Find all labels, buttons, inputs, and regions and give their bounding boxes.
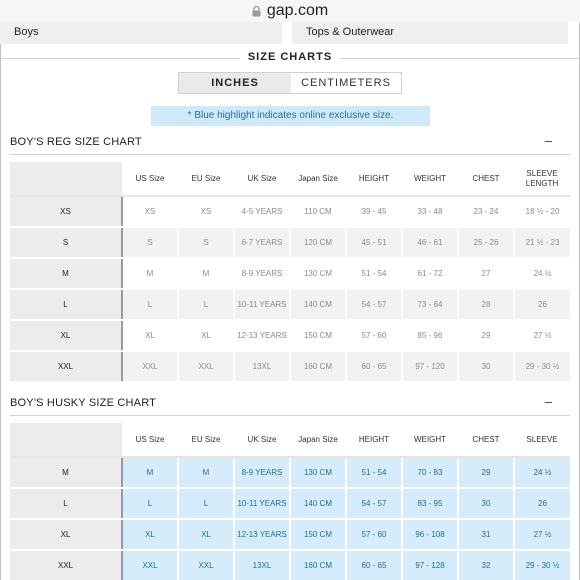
corner-cell xyxy=(10,162,122,196)
size-label: XXL xyxy=(10,550,122,580)
table-cell: 96 - 108 xyxy=(402,519,458,550)
column-header: HEIGHT xyxy=(346,162,402,196)
column-header: CHEST xyxy=(458,423,514,457)
column-header: HEIGHT xyxy=(346,423,402,457)
table-cell: M xyxy=(122,258,178,289)
table-header-row xyxy=(10,162,570,196)
table-cell: M xyxy=(122,457,178,488)
table-cell: XS xyxy=(122,196,178,227)
lock-icon xyxy=(252,6,261,17)
table-cell: 6-7 YEARS xyxy=(234,227,290,258)
column-header: WEIGHT xyxy=(402,423,458,457)
table-cell: XL xyxy=(178,320,234,351)
column-header: Japan Size xyxy=(290,162,346,196)
column-header: UK Size xyxy=(234,423,290,457)
table-cell: 60 - 65 xyxy=(346,351,402,382)
tab-centimeters[interactable]: CENTIMETERS xyxy=(291,73,401,93)
table-cell: 25 - 26 xyxy=(458,227,514,258)
browser-url-bar[interactable] xyxy=(0,0,580,22)
table-cell: 45 - 51 xyxy=(346,227,402,258)
table-cell: 160 CM xyxy=(290,351,346,382)
table-cell: 24 ½ xyxy=(514,457,570,488)
product-type-select[interactable]: Tops & Outerwear xyxy=(292,22,568,44)
table-cell: XXL xyxy=(178,351,234,382)
table-row xyxy=(10,488,570,519)
table-cell: 30 xyxy=(458,351,514,382)
column-header: UK Size xyxy=(234,162,290,196)
table-cell: 60 - 65 xyxy=(346,550,402,580)
table-cell: 57 - 60 xyxy=(346,320,402,351)
column-header: US Size xyxy=(122,423,178,457)
size-label: XXL xyxy=(10,351,122,382)
table-cell: 130 CM xyxy=(290,457,346,488)
size-label: L xyxy=(10,289,122,320)
table-cell: 51 - 54 xyxy=(346,258,402,289)
column-header: Japan Size xyxy=(290,423,346,457)
table-cell: S xyxy=(122,227,178,258)
table-cell: 150 CM xyxy=(290,519,346,550)
size-label: L xyxy=(10,488,122,519)
category-select[interactable]: Boys xyxy=(0,22,282,44)
table-row xyxy=(10,519,570,550)
table-row xyxy=(10,196,570,227)
table-cell: 32 xyxy=(458,550,514,580)
table-cell: XXL xyxy=(122,550,178,580)
table-cell: 73 - 84 xyxy=(402,289,458,320)
size-label: XS xyxy=(10,196,122,227)
reg-chart-rule xyxy=(10,154,570,155)
husky-chart-rule xyxy=(10,415,570,416)
table-cell: 24 ½ xyxy=(514,258,570,289)
exclusive-size-note: * Blue highlight indicates online exclusive size. xyxy=(151,106,430,126)
table-cell: 29 xyxy=(458,320,514,351)
reg-chart-collapse-button[interactable]: – xyxy=(544,133,552,148)
table-cell: 28 xyxy=(458,289,514,320)
table-cell: 140 CM xyxy=(290,289,346,320)
column-header: US Size xyxy=(122,162,178,196)
table-cell: 8-9 YEARS xyxy=(234,457,290,488)
table-cell: 21 ½ - 23 xyxy=(514,227,570,258)
table-cell: 13XL xyxy=(234,351,290,382)
corner-cell xyxy=(10,423,122,457)
table-row xyxy=(10,289,570,320)
reg-size-table xyxy=(10,162,570,383)
table-cell: L xyxy=(178,289,234,320)
table-cell: 27 ½ xyxy=(514,519,570,550)
column-header: EU Size xyxy=(178,162,234,196)
table-cell: M xyxy=(178,457,234,488)
table-cell: L xyxy=(178,488,234,519)
table-row xyxy=(10,457,570,488)
table-row xyxy=(10,550,570,580)
size-label: S xyxy=(10,227,122,258)
table-cell: 27 ½ xyxy=(514,320,570,351)
table-cell: 130 CM xyxy=(290,258,346,289)
column-header: EU Size xyxy=(178,423,234,457)
table-cell: 110 CM xyxy=(290,196,346,227)
table-cell: 85 - 96 xyxy=(402,320,458,351)
size-label: XL xyxy=(10,320,122,351)
table-cell: 150 CM xyxy=(290,320,346,351)
reg-chart-title: BOY'S REG SIZE CHART xyxy=(10,136,142,148)
table-cell: XL xyxy=(122,519,178,550)
page-title: SIZE CHARTS xyxy=(240,51,340,63)
table-cell: 83 - 95 xyxy=(402,488,458,519)
table-cell: 97 - 128 xyxy=(402,550,458,580)
table-cell: 57 - 60 xyxy=(346,519,402,550)
table-cell: 10-11 YEARS xyxy=(234,488,290,519)
table-cell: 27 xyxy=(458,258,514,289)
table-row xyxy=(10,320,570,351)
table-row xyxy=(10,351,570,382)
table-cell: M xyxy=(178,258,234,289)
size-label: M xyxy=(10,457,122,488)
table-cell: XL xyxy=(122,320,178,351)
table-cell: 46 - 61 xyxy=(402,227,458,258)
table-cell: 29 - 30 ½ xyxy=(514,351,570,382)
table-cell: 18 ½ - 20 xyxy=(514,196,570,227)
column-header: SLEEVE LENGTH xyxy=(514,162,570,196)
table-cell: 10-11 YEARS xyxy=(234,289,290,320)
table-header-row xyxy=(10,423,570,457)
table-cell: 29 - 30 ½ xyxy=(514,550,570,580)
table-cell: 120 CM xyxy=(290,227,346,258)
table-cell: 26 xyxy=(514,488,570,519)
tab-inches[interactable]: INCHES xyxy=(179,73,291,93)
column-header: CHEST xyxy=(458,162,514,196)
url-text: gap.com xyxy=(266,2,329,19)
table-cell: 4-5 YEARS xyxy=(234,196,290,227)
table-cell: 23 - 24 xyxy=(458,196,514,227)
table-cell: 12-13 YEARS xyxy=(234,519,290,550)
table-cell: S xyxy=(178,227,234,258)
table-cell: 54 - 57 xyxy=(346,488,402,519)
unit-tabs xyxy=(178,72,402,94)
table-cell: 39 - 45 xyxy=(346,196,402,227)
table-cell: 8-9 YEARS xyxy=(234,258,290,289)
table-cell: 140 CM xyxy=(290,488,346,519)
size-label: XL xyxy=(10,519,122,550)
table-cell: 13XL xyxy=(234,550,290,580)
husky-chart-title: BOY'S HUSKY SIZE CHART xyxy=(10,397,157,409)
table-cell: L xyxy=(122,488,178,519)
table-cell: 61 - 72 xyxy=(402,258,458,289)
table-row xyxy=(10,258,570,289)
table-cell: 70 - 83 xyxy=(402,457,458,488)
filter-bar xyxy=(0,22,580,44)
table-cell: 54 - 57 xyxy=(346,289,402,320)
table-cell: 31 xyxy=(458,519,514,550)
column-header: WEIGHT xyxy=(402,162,458,196)
table-cell: 160 CM xyxy=(290,550,346,580)
size-label: M xyxy=(10,258,122,289)
table-cell: 33 - 48 xyxy=(402,196,458,227)
table-cell: XXL xyxy=(122,351,178,382)
table-cell: 97 - 120 xyxy=(402,351,458,382)
table-cell: 30 xyxy=(458,488,514,519)
table-row xyxy=(10,227,570,258)
table-cell: 51 - 54 xyxy=(346,457,402,488)
table-cell: 26 xyxy=(514,289,570,320)
table-cell: 12-13 YEARS xyxy=(234,320,290,351)
husky-chart-collapse-button[interactable]: – xyxy=(544,394,552,409)
table-cell: 29 xyxy=(458,457,514,488)
column-header: SLEEVE xyxy=(514,423,570,457)
husky-size-table xyxy=(10,423,570,580)
table-cell: L xyxy=(122,289,178,320)
table-cell: XXL xyxy=(178,550,234,580)
table-cell: XS xyxy=(178,196,234,227)
table-cell: XL xyxy=(178,519,234,550)
